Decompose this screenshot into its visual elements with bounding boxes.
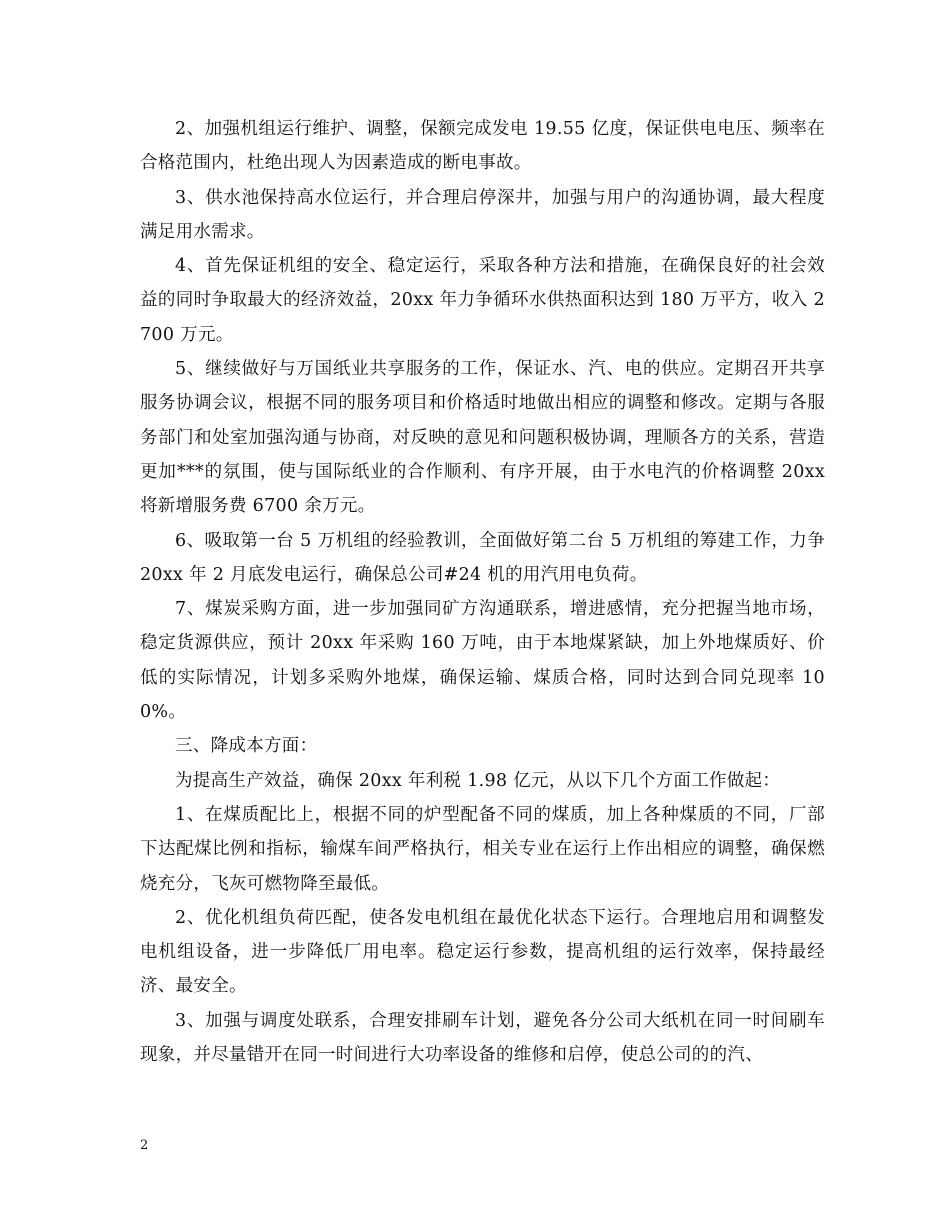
paragraph-cost-intro: 为提高生产效益，确保 20xx 年利税 1.98 亿元，从以下几个方面工作做起： xyxy=(175,770,781,791)
paragraph-item-4-safety-heating: 4、首先保证机组的安全、稳定运行，采取各种方法和措施，在确保良好的社会效益的同时争取最大的经济效益，20xx 年力争循环水供热面积达到 180 万平方，收入 2700 万元。 xyxy=(140,256,825,345)
document-body xyxy=(140,112,825,1072)
paragraph-cost-item-2-load-matching: 2、优化机组负荷匹配，使各发电机组在最优化状态下运行。合理地启用和调整发电机组设备，进一步降低厂用电率。稳定运行参数，提高机组的运行效率，保持最经济、最安全。 xyxy=(140,907,825,997)
paragraph-item-2-maintenance: 2、加强机组运行维护、调整，保额完成发电 19.55 亿度，保证供电电压、频率在合格范围内，杜绝出现人为因素造成的断电事故。 xyxy=(140,119,825,174)
paragraph-cost-item-3-dispatch: 3、加强与调度处联系，合理安排刷车计划，避免各分公司大纸机在同一时间刷车现象，并尽量错开在同一时间进行大功率设备的维修和启停，使总公司的的汽、 xyxy=(140,1010,825,1066)
paragraph-item-5-shared-services: 5、继续做好与万国纸业共享服务的工作，保证水、汽、电的供应。定期召开共享服务协调会议，根据不同的服务项目和价格适时地做出相应的调整和修改。定期与各服务部门和处室加强沟通与协商，对反映的意见和问题积极协调，理顺各方的关系，营造更加***的氛围，使与国际纸业的合作顺利、有序开展，由于水电汽的价格调整 20xx 将新增服务费 6700 余万元。 xyxy=(140,359,825,517)
paragraph-item-3-water-supply: 3、供水池保持高水位运行，并合理启停深井，加强与用户的沟通协调，最大程度满足用水需求。 xyxy=(140,187,825,242)
paragraph-cost-item-1-coal-blending: 1、在煤质配比上，根据不同的炉型配备不同的煤质，加上各种煤质的不同，厂部下达配煤比例和指标，输煤车间严格执行，相关专业在运行上作出相应的调整，确保燃烧充分，飞灰可燃物降至最低。 xyxy=(140,804,825,894)
section-heading-cost-reduction: 三、降成本方面： xyxy=(175,736,318,757)
paragraph-item-6-second-unit: 6、吸取第一台 5 万机组的经验教训，全面做好第二台 5 万机组的筹建工作，力争 20xx 年 2 月底发电运行，确保总公司#24 机的用汽用电负荷。 xyxy=(140,530,825,585)
paragraph-item-7-coal-procurement: 7、煤炭采购方面，进一步加强同矿方沟通联系，增进感情，充分把握当地市场，稳定货源供应，预计 20xx 年采购 160 万吨，由于本地煤紧缺，加上外地煤质好、价低的实际情况，计划多采购外地煤，确保运输、煤质合格，同时达到合同兑现率 100%。 xyxy=(140,599,825,723)
page-number: 2 xyxy=(140,1138,149,1153)
